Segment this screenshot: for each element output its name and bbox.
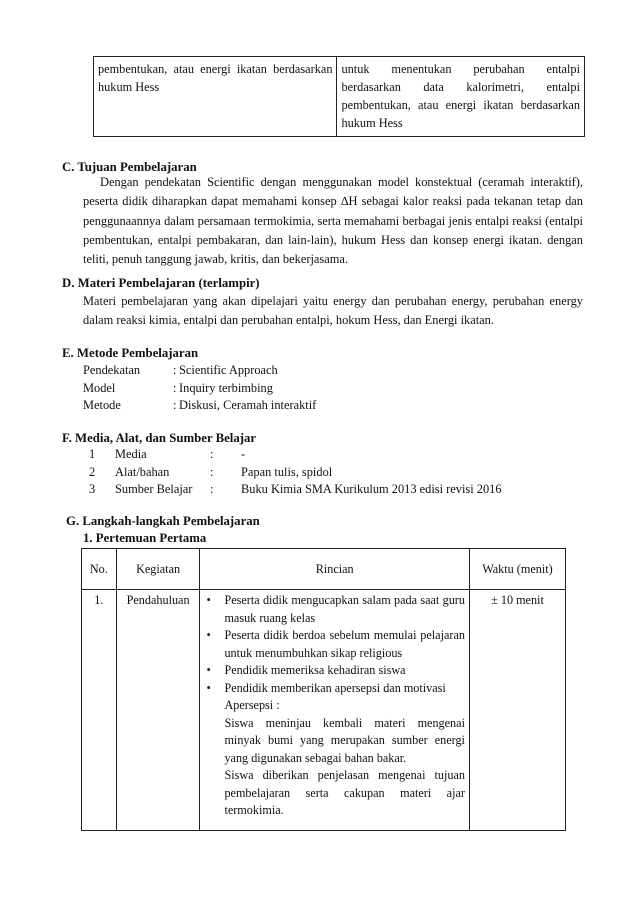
method-row: Metode : Diskusi, Ceramah interaktif <box>83 397 563 415</box>
section-c-heading: C. Tujuan Pembelajaran <box>62 160 197 174</box>
method-key: Metode <box>83 398 121 412</box>
media-row: 1 Media : - <box>89 446 569 464</box>
media-key: Alat/bahan <box>115 464 170 479</box>
list-item <box>204 662 465 680</box>
media-key: Sumber Belajar <box>115 482 193 497</box>
step-text: Pendidik memberikan apersepsi dan motivasi <box>224 680 446 695</box>
meeting-subheading: 1. Pertemuan Pertama <box>83 531 207 545</box>
step-text: Peserta didik berdoa sebelum memulai pelajaran untuk menumbuhkan sikap religious <box>224 628 465 660</box>
header-kegiatan: Kegiatan <box>116 549 200 590</box>
method-row: Pendekatan : Scientific Approach <box>83 362 563 380</box>
table-row <box>82 590 566 831</box>
section-f-heading: F. Media, Alat, dan Sumber Belajar <box>62 431 257 445</box>
list-item <box>204 680 465 698</box>
method-value: Inquiry terbimbing <box>179 380 273 395</box>
row-rincian <box>200 590 470 831</box>
media-num: 3 <box>89 482 96 497</box>
media-num: 2 <box>89 464 96 479</box>
media-list <box>89 446 569 499</box>
method-value: Diskusi, Ceramah interaktif <box>179 398 317 412</box>
header-rincian: Rincian <box>200 549 470 590</box>
section-d-paragraph: Materi pembelajaran yang akan dipelajari yaitu energy dan perubahan energy, perubahan energy dalam reaksi kimia, entalpi dan perubahan entalpi, hokum Hess, dan Energi ikatan. <box>83 294 583 328</box>
section-e-heading: E. Metode Pembelajaran <box>62 346 199 360</box>
competency-cell-right: untuk menentukan perubahan entalpi berdasarkan data kalorimetri, entalpi pembentukan, atau energi ikatan berdasarkan hukum Hess <box>337 57 585 137</box>
method-key: Model <box>83 380 116 395</box>
section-d-heading: D. Materi Pembelajaran (terlampir) <box>62 276 260 290</box>
method-key: Pendekatan <box>83 363 141 377</box>
media-value: Buku Kimia SMA Kurikulum 2013 edisi revisi 2016 <box>241 482 502 497</box>
row-no: 1. <box>82 590 117 831</box>
list-item <box>204 627 465 662</box>
media-key: Media <box>115 447 147 461</box>
apersepsi-text-2: Siswa diberikan penjelasan mengenai tujuan pembelajaran serta cakupan materi ajar termokimia. <box>224 768 465 817</box>
section-g-heading: G. Langkah-langkah Pembelajaran <box>66 514 260 528</box>
competency-cell-left: pembentukan, atau energi ikatan berdasarkan hukum Hess <box>94 57 337 137</box>
method-list <box>83 362 563 415</box>
apersepsi-label: Apersepsi : <box>224 698 280 712</box>
steps-list <box>204 592 465 697</box>
media-row: 2 Alat/bahan : Papan tulis, spidol <box>89 464 569 482</box>
media-value: Papan tulis, spidol <box>241 464 333 479</box>
method-value: Scientific Approach <box>179 363 278 377</box>
learning-steps-table <box>81 548 566 831</box>
header-waktu: Waktu (menit) <box>469 549 565 590</box>
list-item <box>204 592 465 627</box>
bullet-icon: • <box>206 628 211 642</box>
bullet-icon: • <box>206 593 211 607</box>
section-c-text: Dengan pendekatan Scientific dengan menggunakan model konstektual (ceramah interaktif), peserta didik diharapkan dapat memahami konsep ∆H sebagai kalor reaksi pada tekanan tetap dan penggunaannya dalam persamaan termokimia, serta memahami berbagai jenis entalpi reaksi (entalpi pembentukan, entalpi pembakaran, dan lain-lain), hukum Hess dan konsep energi ikatan. dengan teliti, penuh tanggung jawab, kritis, dan bekerjasama. <box>83 175 583 267</box>
apersepsi-text-1: Siswa meninjau kembali materi mengenai minyak bumi yang merupakan sumber energi yang digunakan sebagai bahan bakar. <box>224 715 465 765</box>
header-no: No. <box>82 549 117 590</box>
section-c-paragraph <box>83 173 583 269</box>
table-header-row <box>82 549 566 590</box>
bullet-icon: • <box>206 680 211 695</box>
media-num: 1 <box>89 447 96 461</box>
competency-table <box>93 56 585 137</box>
media-row: 3 Sumber Belajar : Buku Kimia SMA Kurikulum 2013 edisi revisi 2016 <box>89 481 569 499</box>
row-waktu: ± 10 menit <box>469 590 565 831</box>
media-value: - <box>241 447 246 461</box>
method-row: Model : Inquiry terbimbing <box>83 380 563 398</box>
bullet-icon: • <box>206 663 211 677</box>
step-text: Peserta didik mengucapkan salam pada saat guru masuk ruang kelas <box>224 593 465 625</box>
row-kegiatan: Pendahuluan <box>116 590 200 831</box>
step-text: Pendidik memeriksa kehadiran siswa <box>224 663 406 677</box>
